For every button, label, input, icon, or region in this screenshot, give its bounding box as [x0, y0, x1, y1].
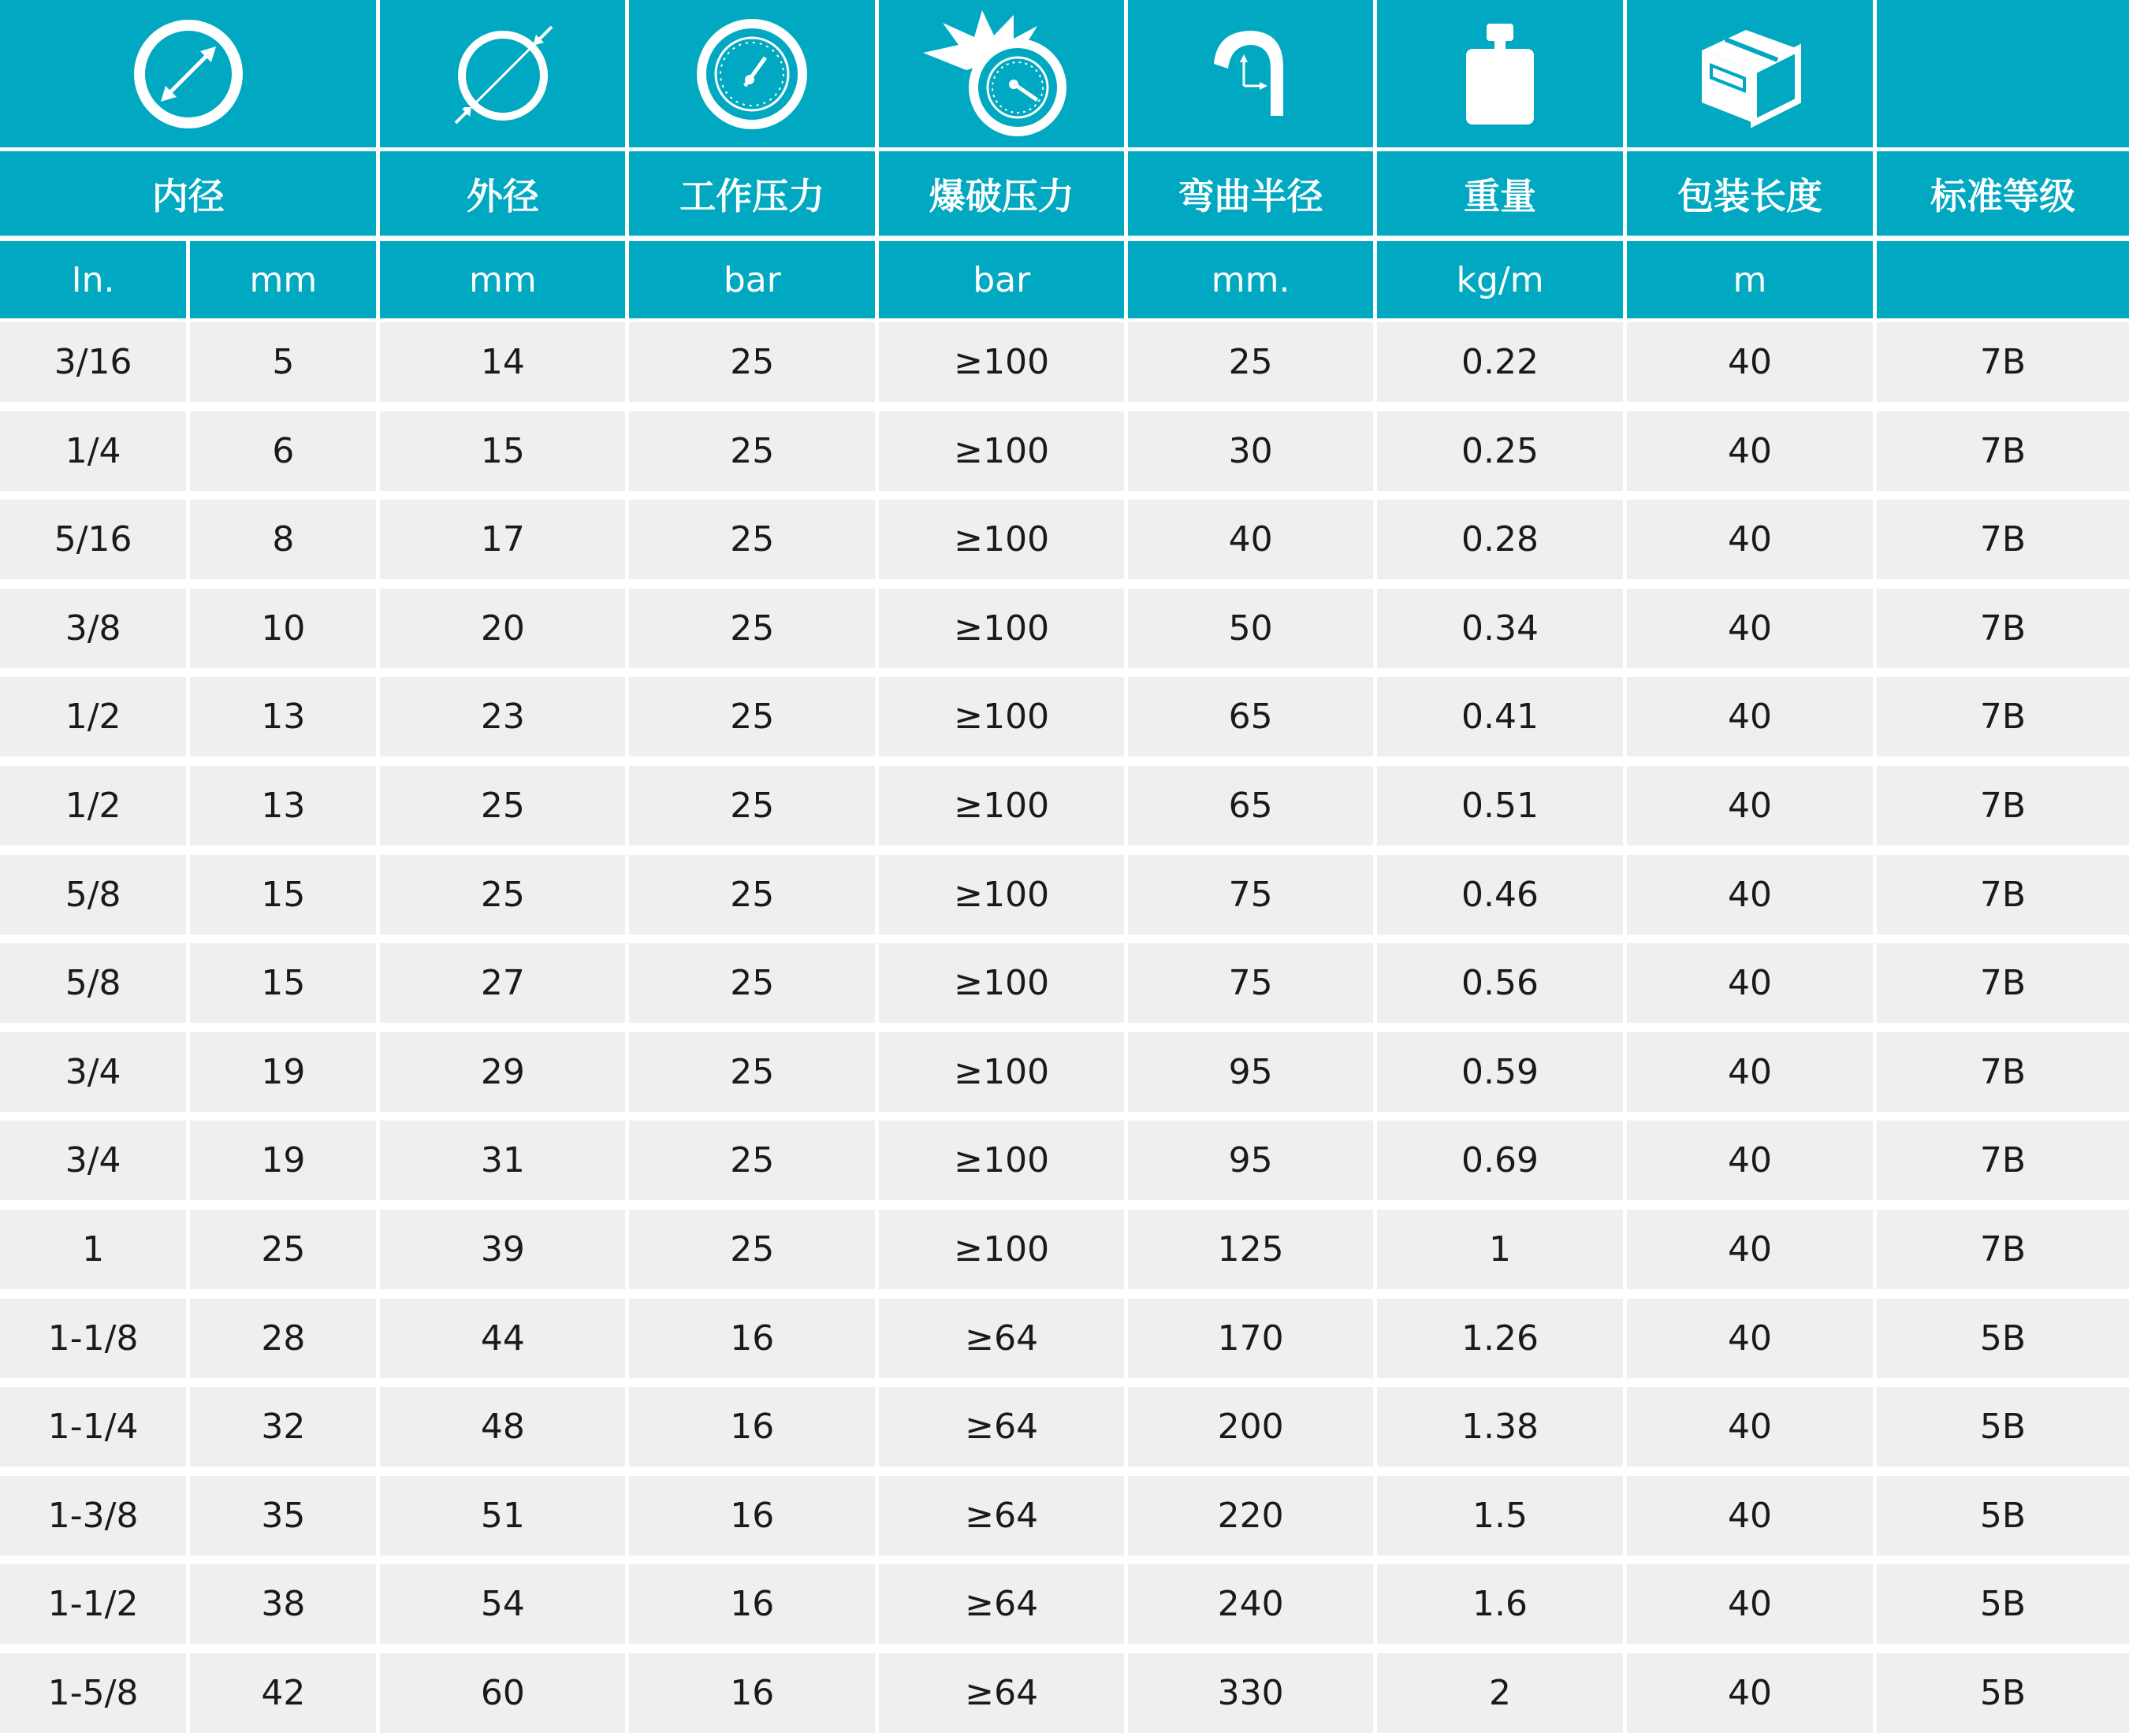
mm-cell: 19	[190, 1032, 376, 1112]
col-outer-diameter: 外径	[380, 151, 625, 236]
mm-cell: 5	[190, 322, 376, 402]
package-length-cell: 40	[1627, 1121, 1873, 1200]
burst-pressure-cell: ≥64	[879, 1476, 1124, 1556]
outer-mm-cell: 17	[380, 500, 625, 579]
working-pressure-cell: 25	[629, 766, 875, 846]
working-pressure-cell: 25	[629, 322, 875, 402]
unit-inch: In.	[0, 241, 186, 318]
grade-cell: 5B	[1877, 1299, 2129, 1378]
table-row	[0, 1121, 2129, 1200]
inch-cell: 1-5/8	[0, 1653, 186, 1733]
icon-row	[0, 0, 2129, 147]
bend-radius-cell: 200	[1128, 1387, 1373, 1466]
weight-cell: 1.5	[1377, 1476, 1623, 1556]
grade-cell: 7B	[1877, 766, 2129, 846]
inch-cell: 1	[0, 1210, 186, 1289]
burst-pressure-icon-cell	[879, 0, 1124, 147]
bend-radius-cell: 25	[1128, 322, 1373, 402]
column-name-row	[0, 151, 2129, 236]
inch-cell: 1-3/8	[0, 1476, 186, 1556]
package-length-cell: 40	[1627, 1210, 1873, 1289]
mm-cell: 19	[190, 1121, 376, 1200]
package-length-cell: 40	[1627, 411, 1873, 491]
burst-pressure-icon	[919, 7, 1085, 141]
mm-cell: 13	[190, 766, 376, 846]
inch-cell: 3/4	[0, 1121, 186, 1200]
bend-radius-cell: 65	[1128, 677, 1373, 756]
inch-cell: 1/4	[0, 411, 186, 491]
package-length-cell: 40	[1627, 766, 1873, 846]
table-row	[0, 500, 2129, 579]
table-row	[0, 766, 2129, 846]
working-pressure-cell: 25	[629, 1121, 875, 1200]
bend-radius-cell: 240	[1128, 1564, 1373, 1644]
grade-cell: 5B	[1877, 1476, 2129, 1556]
inner-diameter-icon-cell	[0, 0, 376, 147]
col-bend-radius: 弯曲半径	[1128, 151, 1373, 236]
working-pressure-cell: 25	[629, 855, 875, 935]
grade-cell: 7B	[1877, 411, 2129, 491]
mm-cell: 38	[190, 1564, 376, 1644]
weight-cell: 1.38	[1377, 1387, 1623, 1466]
unit-outer-mm: mm	[380, 241, 625, 318]
working-pressure-cell: 25	[629, 677, 875, 756]
working-pressure-cell: 16	[629, 1387, 875, 1466]
burst-pressure-cell: ≥64	[879, 1387, 1124, 1466]
inch-cell: 3/8	[0, 589, 186, 668]
package-length-cell: 40	[1627, 1299, 1873, 1378]
working-pressure-cell: 25	[629, 943, 875, 1023]
package-length-cell: 40	[1627, 855, 1873, 935]
table-row	[0, 943, 2129, 1023]
grade-cell: 7B	[1877, 677, 2129, 756]
weight-cell: 0.56	[1377, 943, 1623, 1023]
package-length-cell: 40	[1627, 1564, 1873, 1644]
burst-pressure-cell: ≥100	[879, 766, 1124, 846]
inch-cell: 1-1/4	[0, 1387, 186, 1466]
weight-cell: 0.28	[1377, 500, 1623, 579]
outer-mm-cell: 39	[380, 1210, 625, 1289]
inner-diameter-icon	[129, 15, 248, 133]
outer-mm-cell: 51	[380, 1476, 625, 1556]
grade-cell: 7B	[1877, 589, 2129, 668]
outer-mm-cell: 60	[380, 1653, 625, 1733]
col-working-pressure: 工作压力	[629, 151, 875, 236]
burst-pressure-cell: ≥100	[879, 1032, 1124, 1112]
package-length-cell: 40	[1627, 1653, 1873, 1733]
package-length-cell: 40	[1627, 677, 1873, 756]
table-row	[0, 1476, 2129, 1556]
table-row	[0, 1210, 2129, 1289]
unit-length: m	[1627, 241, 1873, 318]
outer-mm-cell: 48	[380, 1387, 625, 1466]
working-pressure-cell: 16	[629, 1653, 875, 1733]
working-pressure-cell: 16	[629, 1564, 875, 1644]
burst-pressure-cell: ≥64	[879, 1653, 1124, 1733]
table-row	[0, 1387, 2129, 1466]
inch-cell: 5/8	[0, 943, 186, 1023]
package-length-cell: 40	[1627, 1387, 1873, 1466]
table-row	[0, 322, 2129, 402]
table-row	[0, 855, 2129, 935]
weight-cell: 0.46	[1377, 855, 1623, 935]
mm-cell: 28	[190, 1299, 376, 1378]
mm-cell: 25	[190, 1210, 376, 1289]
mm-cell: 10	[190, 589, 376, 668]
burst-pressure-cell: ≥64	[879, 1299, 1124, 1378]
pressure-gauge-icon	[693, 15, 811, 133]
grade-cell: 7B	[1877, 322, 2129, 402]
package-length-cell: 40	[1627, 322, 1873, 402]
outer-mm-cell: 44	[380, 1299, 625, 1378]
outer-mm-cell: 23	[380, 677, 625, 756]
package-length-cell: 40	[1627, 943, 1873, 1023]
col-standard-grade: 标准等级	[1877, 151, 2129, 236]
grade-cell: 7B	[1877, 1210, 2129, 1289]
bend-radius-cell: 125	[1128, 1210, 1373, 1289]
unit-mm: mm	[190, 241, 376, 318]
table-row	[0, 677, 2129, 756]
grade-cell: 7B	[1877, 500, 2129, 579]
unit-row	[0, 241, 2129, 318]
weight-cell: 0.34	[1377, 589, 1623, 668]
burst-pressure-cell: ≥100	[879, 589, 1124, 668]
mm-cell: 6	[190, 411, 376, 491]
outer-mm-cell: 31	[380, 1121, 625, 1200]
unit-working-bar: bar	[629, 241, 875, 318]
weight-icon	[1457, 19, 1543, 129]
weight-cell: 1.26	[1377, 1299, 1623, 1378]
weight-icon-cell	[1377, 0, 1623, 147]
grade-cell: 7B	[1877, 855, 2129, 935]
bend-radius-cell: 75	[1128, 855, 1373, 935]
working-pressure-cell: 16	[629, 1299, 875, 1378]
inch-cell: 5/16	[0, 500, 186, 579]
mm-cell: 13	[190, 677, 376, 756]
grade-cell: 5B	[1877, 1387, 2129, 1466]
mm-cell: 42	[190, 1653, 376, 1733]
weight-cell: 0.69	[1377, 1121, 1623, 1200]
inch-cell: 1-1/8	[0, 1299, 186, 1378]
working-pressure-cell: 25	[629, 1032, 875, 1112]
package-box-icon-cell	[1627, 0, 1873, 147]
table-row	[0, 1299, 2129, 1378]
bend-radius-cell: 65	[1128, 766, 1373, 846]
burst-pressure-cell: ≥100	[879, 943, 1124, 1023]
unit-bend-mm: mm.	[1128, 241, 1373, 318]
bend-radius-cell: 40	[1128, 500, 1373, 579]
bend-radius-cell: 95	[1128, 1032, 1373, 1112]
table-row	[0, 1564, 2129, 1644]
working-pressure-cell: 25	[629, 411, 875, 491]
unit-grade	[1877, 241, 2129, 318]
outer-diameter-icon	[440, 11, 566, 137]
bend-radius-cell: 220	[1128, 1476, 1373, 1556]
burst-pressure-cell: ≥100	[879, 1210, 1124, 1289]
weight-cell: 1.6	[1377, 1564, 1623, 1644]
burst-pressure-cell: ≥100	[879, 855, 1124, 935]
burst-pressure-cell: ≥100	[879, 411, 1124, 491]
inch-cell: 1-1/2	[0, 1564, 186, 1644]
table-row	[0, 589, 2129, 668]
bend-radius-cell: 95	[1128, 1121, 1373, 1200]
mm-cell: 35	[190, 1476, 376, 1556]
mm-cell: 15	[190, 855, 376, 935]
package-box-icon	[1691, 19, 1809, 129]
outer-mm-cell: 20	[380, 589, 625, 668]
working-pressure-cell: 25	[629, 500, 875, 579]
burst-pressure-cell: ≥100	[879, 677, 1124, 756]
grade-cell: 7B	[1877, 943, 2129, 1023]
inch-cell: 3/4	[0, 1032, 186, 1112]
burst-pressure-cell: ≥100	[879, 322, 1124, 402]
col-burst-pressure: 爆破压力	[879, 151, 1124, 236]
mm-cell: 32	[190, 1387, 376, 1466]
working-pressure-cell: 25	[629, 1210, 875, 1289]
weight-cell: 1	[1377, 1210, 1623, 1289]
empty-icon-cell	[1877, 0, 2129, 147]
weight-cell: 0.22	[1377, 322, 1623, 402]
inch-cell: 1/2	[0, 766, 186, 846]
outer-mm-cell: 29	[380, 1032, 625, 1112]
package-length-cell: 40	[1627, 1476, 1873, 1556]
mm-cell: 15	[190, 943, 376, 1023]
bend-radius-cell: 330	[1128, 1653, 1373, 1733]
col-weight: 重量	[1377, 151, 1623, 236]
outer-mm-cell: 15	[380, 411, 625, 491]
bend-radius-cell: 50	[1128, 589, 1373, 668]
table-row	[0, 1653, 2129, 1733]
grade-cell: 7B	[1877, 1121, 2129, 1200]
package-length-cell: 40	[1627, 589, 1873, 668]
bend-radius-icon-cell	[1128, 0, 1373, 147]
weight-cell: 0.51	[1377, 766, 1623, 846]
bend-radius-icon	[1200, 23, 1302, 125]
working-pressure-cell: 25	[629, 589, 875, 668]
outer-mm-cell: 25	[380, 855, 625, 935]
col-package-length: 包装长度	[1627, 151, 1873, 236]
bend-radius-cell: 30	[1128, 411, 1373, 491]
weight-cell: 0.25	[1377, 411, 1623, 491]
package-length-cell: 40	[1627, 500, 1873, 579]
col-inner-diameter: 内径	[0, 151, 376, 236]
outer-diameter-icon-cell	[380, 0, 625, 147]
working-pressure-cell: 16	[629, 1476, 875, 1556]
burst-pressure-cell: ≥100	[879, 1121, 1124, 1200]
mm-cell: 8	[190, 500, 376, 579]
weight-cell: 0.41	[1377, 677, 1623, 756]
outer-mm-cell: 54	[380, 1564, 625, 1644]
burst-pressure-cell: ≥64	[879, 1564, 1124, 1644]
grade-cell: 7B	[1877, 1032, 2129, 1112]
inch-cell: 5/8	[0, 855, 186, 935]
bend-radius-cell: 75	[1128, 943, 1373, 1023]
grade-cell: 5B	[1877, 1653, 2129, 1733]
bend-radius-cell: 170	[1128, 1299, 1373, 1378]
weight-cell: 0.59	[1377, 1032, 1623, 1112]
unit-weight: kg/m	[1377, 241, 1623, 318]
inch-cell: 3/16	[0, 322, 186, 402]
pressure-gauge-icon-cell	[629, 0, 875, 147]
outer-mm-cell: 25	[380, 766, 625, 846]
package-length-cell: 40	[1627, 1032, 1873, 1112]
burst-pressure-cell: ≥100	[879, 500, 1124, 579]
inch-cell: 1/2	[0, 677, 186, 756]
unit-burst-bar: bar	[879, 241, 1124, 318]
outer-mm-cell: 27	[380, 943, 625, 1023]
table-row	[0, 1032, 2129, 1112]
table-row	[0, 411, 2129, 491]
weight-cell: 2	[1377, 1653, 1623, 1733]
grade-cell: 5B	[1877, 1564, 2129, 1644]
outer-mm-cell: 14	[380, 322, 625, 402]
